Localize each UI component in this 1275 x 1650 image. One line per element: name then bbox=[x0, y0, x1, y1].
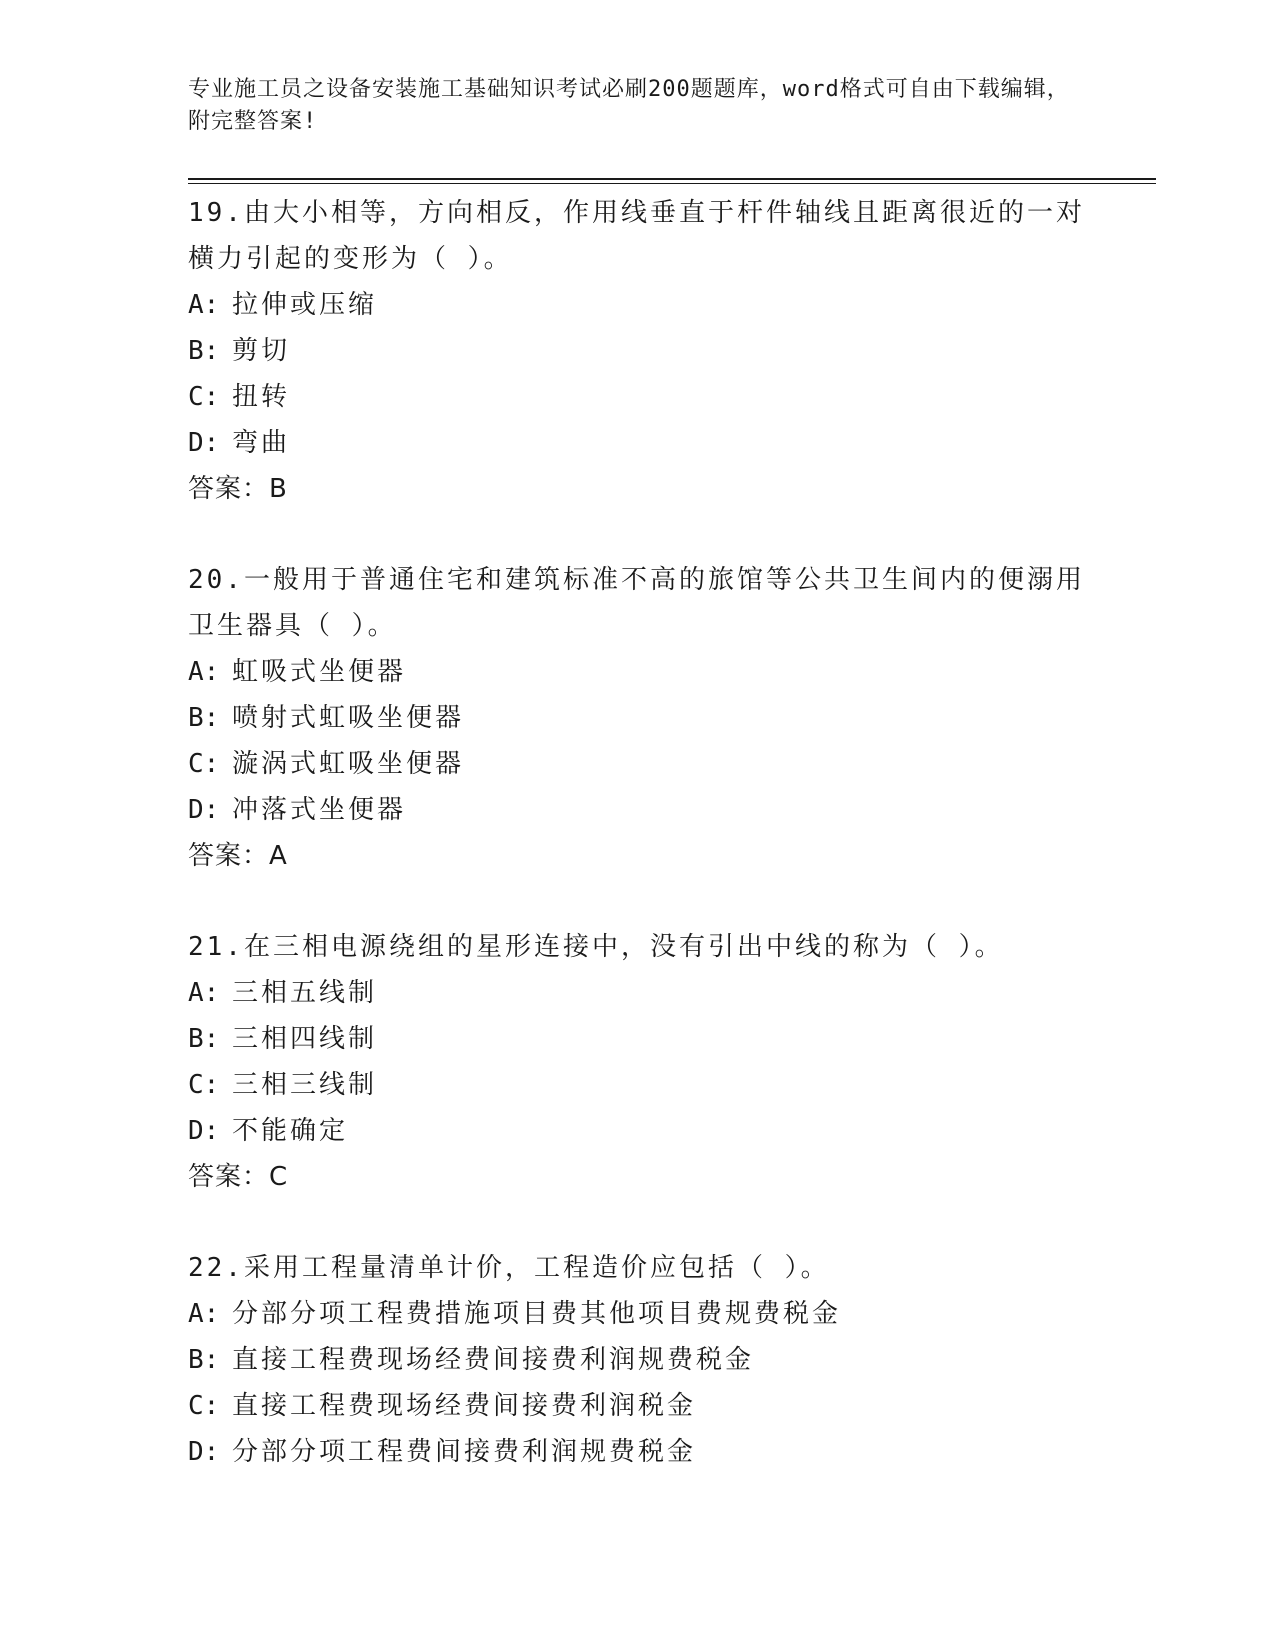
option-key: C: bbox=[188, 1391, 220, 1421]
document-header: 专业施工员之设备安装施工基础知识考试必刷200题题库，word格式可自由下载编辑，附完整答案! bbox=[188, 77, 1070, 134]
option-text: 直接工程费现场经费间接费利润税金 bbox=[232, 1391, 697, 1421]
option-text: 三相四线制 bbox=[232, 1024, 378, 1054]
option-text: 虹吸式坐便器 bbox=[232, 657, 407, 687]
option-key: D: bbox=[188, 1437, 220, 1467]
option-d bbox=[188, 787, 1108, 833]
question-19 bbox=[188, 190, 1108, 512]
option-a bbox=[188, 282, 1108, 328]
option-text: 喷射式虹吸坐便器 bbox=[232, 703, 465, 733]
question-stem: 22.采用工程量清单计价，工程造价应包括（ ）。 bbox=[188, 1253, 830, 1283]
option-text: 三相三线制 bbox=[232, 1070, 378, 1100]
question-22 bbox=[188, 1245, 1108, 1475]
header-rule-thick bbox=[188, 178, 1156, 180]
option-key: C: bbox=[188, 382, 220, 412]
option-text: 剪切 bbox=[232, 336, 291, 366]
option-text: 三相五线制 bbox=[232, 978, 378, 1008]
option-text: 弯曲 bbox=[232, 428, 291, 458]
option-a bbox=[188, 649, 1108, 695]
option-text: 冲落式坐便器 bbox=[232, 795, 407, 825]
option-c bbox=[188, 741, 1108, 787]
option-key: B: bbox=[188, 336, 220, 366]
option-key: D: bbox=[188, 1116, 220, 1146]
option-key: B: bbox=[188, 1024, 220, 1054]
option-text: 分部分项工程费间接费利润规费税金 bbox=[232, 1437, 697, 1467]
option-text: 直接工程费现场经费间接费利润规费税金 bbox=[232, 1345, 755, 1375]
option-key: A: bbox=[188, 290, 220, 320]
option-c bbox=[188, 1062, 1108, 1108]
option-d bbox=[188, 1108, 1108, 1154]
option-key: B: bbox=[188, 1345, 220, 1375]
option-b bbox=[188, 1016, 1108, 1062]
option-text: 分部分项工程费措施项目费其他项目费规费税金 bbox=[232, 1299, 842, 1329]
option-a bbox=[188, 970, 1108, 1016]
question-stem: 20.一般用于普通住宅和建筑标准不高的旅馆等公共卫生间内的便溺用卫生器具（ ）。 bbox=[188, 565, 1085, 641]
option-key: A: bbox=[188, 978, 220, 1008]
option-key: C: bbox=[188, 1070, 220, 1100]
option-d bbox=[188, 1429, 1108, 1475]
option-a bbox=[188, 1291, 1108, 1337]
question-stem: 19.由大小相等，方向相反，作用线垂直于杆件轴线且距离很近的一对横力引起的变形为（ ）。 bbox=[188, 198, 1085, 274]
option-key: D: bbox=[188, 795, 220, 825]
option-key: C: bbox=[188, 749, 220, 779]
answer-line: 答案：B bbox=[188, 474, 288, 504]
option-text: 扭转 bbox=[232, 382, 291, 412]
option-b bbox=[188, 695, 1108, 741]
option-key: D: bbox=[188, 428, 220, 458]
option-key: A: bbox=[188, 657, 220, 687]
answer-line: 答案：C bbox=[188, 1162, 289, 1192]
question-20 bbox=[188, 557, 1108, 879]
option-c bbox=[188, 1383, 1108, 1429]
option-b bbox=[188, 1337, 1108, 1383]
option-key: A: bbox=[188, 1299, 220, 1329]
option-d bbox=[188, 420, 1108, 466]
question-21 bbox=[188, 924, 1108, 1200]
option-text: 不能确定 bbox=[232, 1116, 349, 1146]
option-b bbox=[188, 328, 1108, 374]
answer-line: 答案：A bbox=[188, 841, 288, 871]
question-list bbox=[188, 190, 1108, 1520]
option-key: B: bbox=[188, 703, 220, 733]
question-stem: 21.在三相电源绕组的星形连接中，没有引出中线的称为（ ）。 bbox=[188, 932, 1004, 962]
option-text: 漩涡式虹吸坐便器 bbox=[232, 749, 465, 779]
header-rule-thin bbox=[188, 183, 1156, 184]
option-c bbox=[188, 374, 1108, 420]
option-text: 拉伸或压缩 bbox=[232, 290, 378, 320]
